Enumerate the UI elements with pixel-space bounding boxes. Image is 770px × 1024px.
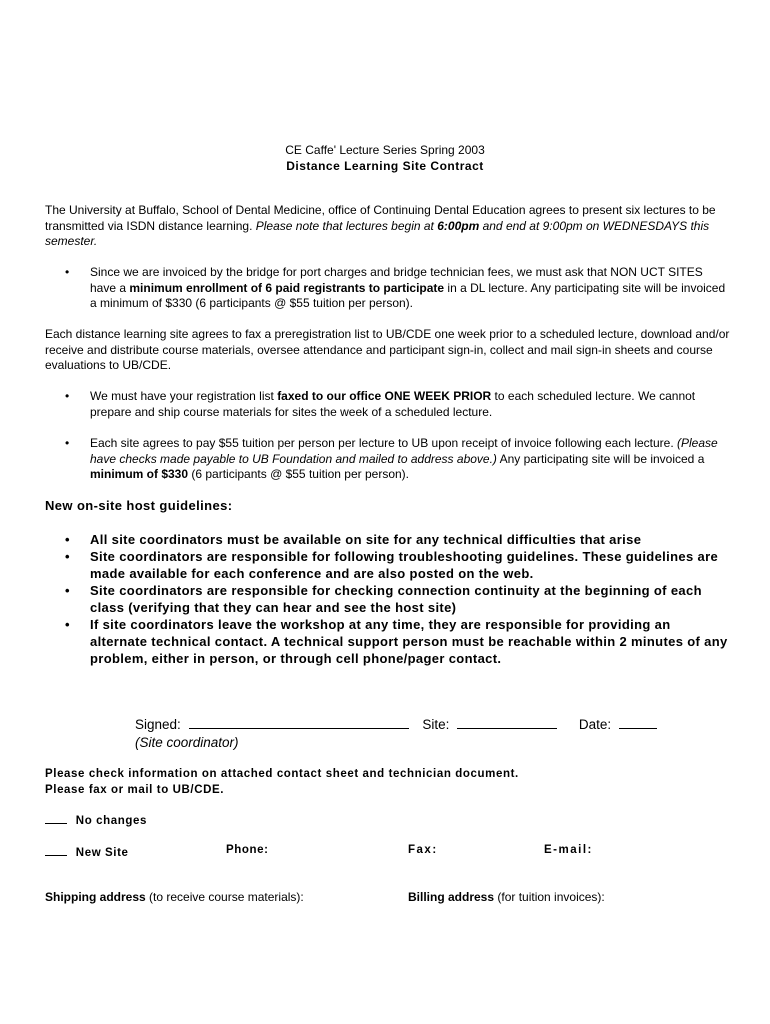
date-line[interactable]: [619, 716, 657, 729]
signature-line[interactable]: [189, 716, 409, 729]
bullet-enrollment-bold: minimum enrollment of 6 paid registrants to participate: [129, 280, 445, 295]
site-line[interactable]: [457, 716, 557, 729]
email-label: E-mail:: [544, 844, 593, 856]
bullet-dot: •: [65, 549, 70, 564]
shipping-address-label: [45, 890, 304, 904]
new-site-checkline[interactable]: [45, 844, 67, 856]
guideline-item: [65, 531, 730, 548]
new-site-label: New Site: [75, 847, 129, 859]
bullet-enrollment-a: Since we are invoiced by the bridge for port charges and bridge technician fees, we must ask that NON UCT SITES have a: [90, 265, 703, 295]
date-label: Date:: [578, 717, 612, 732]
phone-label: Phone:: [226, 844, 269, 856]
bullet-registration-bold: faxed to our office ONE WEEK PRIOR: [277, 389, 492, 403]
bullet-tuition-bold: minimum of $330: [90, 467, 189, 481]
intro-note-suffix: and end at 9:00pm on WEDNESDAYS this semester.: [45, 218, 710, 248]
site-label: Site:: [422, 717, 450, 732]
guidelines-heading: New on-site host guidelines:: [45, 498, 233, 513]
bullet-dot: •: [65, 436, 70, 450]
signature-block: [135, 716, 657, 752]
intro-note-prefix: Please note that lectures begin at: [255, 218, 438, 233]
bullet-enrollment-b: in a DL lecture. Any participating site will be invoiced a minimum of $330 (6 participants @ $55 tuition per person).: [90, 280, 726, 310]
no-changes-checkline[interactable]: [45, 812, 67, 824]
instructions-line-2: Please fax or mail to UB/CDE.: [45, 784, 225, 796]
new-site-option: [45, 844, 129, 859]
document-title: [0, 142, 770, 174]
guideline-item: [65, 548, 730, 582]
guideline-text: If site coordinators leave the workshop at any time, they are responsible for providing an alternate technical contact. A technical support person must be reachable within 2 minutes of any problem, either in person, or through cell phone/pager contact.: [90, 617, 728, 666]
bullet-tuition-italic: (Please have checks made payable to UB Foundation and mailed to address above.): [90, 436, 718, 466]
bullet-registration-text: [90, 389, 730, 420]
guideline-text: Site coordinators are responsible for following troubleshooting guidelines. These guidelines are made available for each conference and are also posted on the web.: [90, 549, 719, 581]
guideline-item: [65, 582, 730, 616]
bullet-tuition-a: Each site agrees to pay $55 tuition per person per lecture to UB upon receipt of invoice following each lecture.: [90, 436, 678, 450]
shipping-bold: Shipping address: [45, 890, 146, 904]
bullet-enrollment-text: [90, 265, 730, 312]
site-duties-paragraph: Each distance learning site agrees to fax a preregistration list to UB/CDE one week prior to a scheduled lecture, download and/or receive and distribute course materials, oversee attendance and participant sign-in, collect and mail sign-in sheets and course evaluations to UB/CDE.: [45, 327, 730, 372]
intro-start-time: 6:00pm: [437, 218, 480, 233]
billing-address-label: [408, 890, 605, 904]
bullet-registration-b: to each scheduled lecture. We cannot prepare and ship course materials for sites the week of a scheduled lecture.: [90, 389, 696, 419]
bullet-dot: •: [65, 583, 70, 598]
instructions-line-1: Please check information on attached contact sheet and technician document.: [45, 768, 519, 780]
no-changes-option: [45, 812, 147, 827]
fax-label: Fax:: [408, 844, 438, 856]
billing-bold: Billing address: [408, 890, 495, 904]
bullet-tuition-b: Any participating site will be invoiced a: [496, 451, 705, 466]
bullet-tuition-c: (6 participants @ $55 tuition per person).: [188, 467, 409, 481]
signature-row: [135, 716, 657, 734]
billing-note: (for tuition invoices):: [494, 890, 605, 904]
bullet-tuition-text: [90, 436, 730, 483]
bullet-dot: •: [65, 389, 70, 403]
series-title: CE Caffe' Lecture Series Spring 2003: [285, 143, 485, 157]
bullet-dot: •: [65, 532, 70, 547]
guideline-item: [65, 616, 730, 667]
guideline-text: All site coordinators must be available on site for any technical difficulties that arise: [90, 532, 642, 547]
intro-text: The University at Buffalo, School of Dental Medicine, office of Continuing Dental Education agrees to present six lectures to be transmitted via ISDN distance learning.: [45, 203, 716, 233]
no-changes-label: No changes: [75, 815, 147, 827]
signed-label: Signed:: [135, 717, 181, 732]
intro-paragraph: [45, 203, 730, 250]
bullet-dot: •: [65, 265, 70, 279]
instructions: [45, 766, 519, 798]
shipping-note: (to receive course materials):: [145, 890, 304, 904]
bullet-dot: •: [65, 617, 70, 632]
guideline-text: Site coordinators are responsible for checking connection continuity at the beginning of each class (verifying that they can hear and see the host site): [90, 583, 702, 615]
bullet-registration-a: We must have your registration list: [90, 389, 278, 403]
contract-title: Distance Learning Site Contract: [286, 159, 484, 173]
guidelines-list: [65, 531, 730, 667]
coordinator-note: (Site coordinator): [135, 735, 239, 750]
